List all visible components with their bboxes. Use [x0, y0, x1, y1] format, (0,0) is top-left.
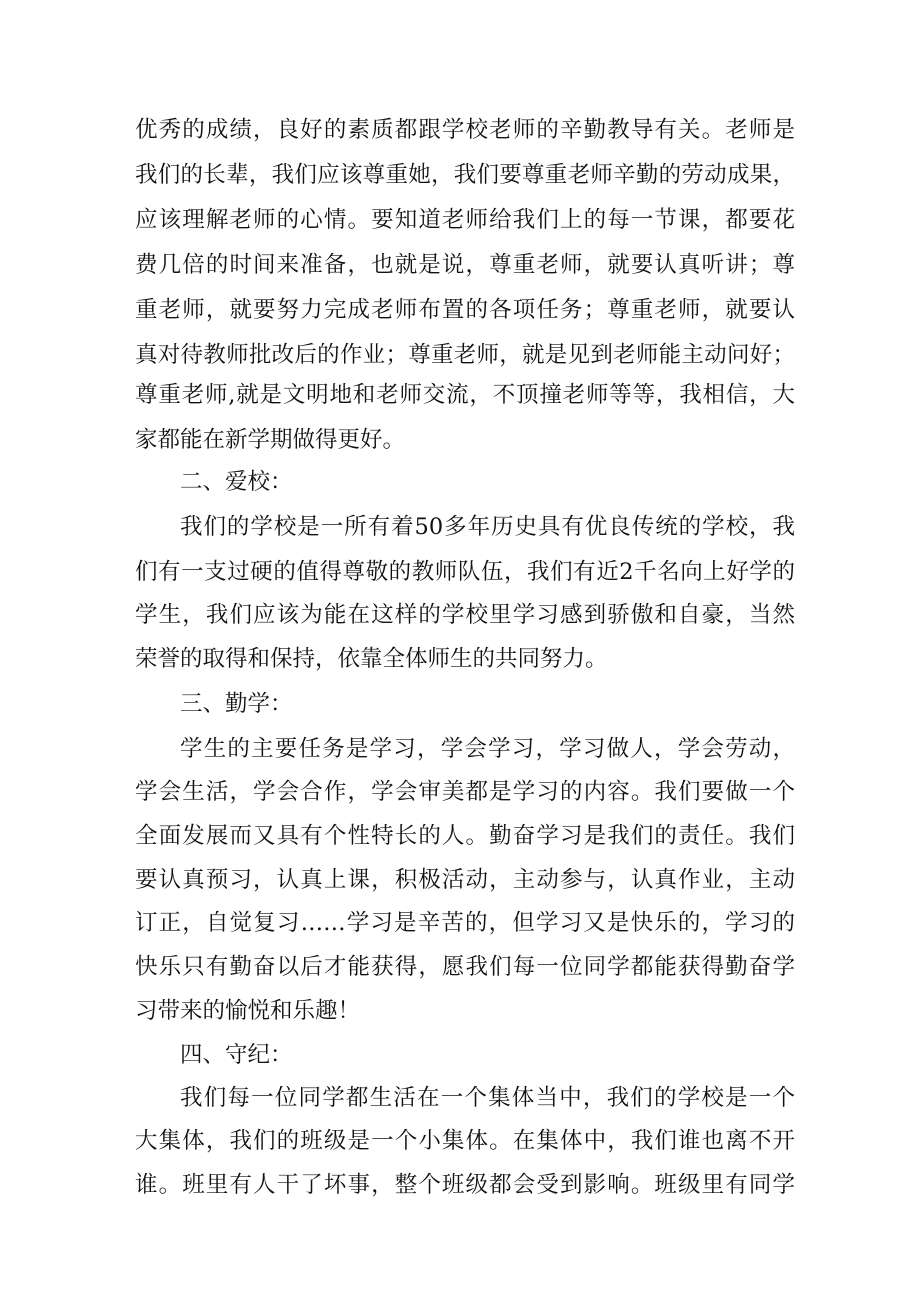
paragraph-1-line-1: 优秀的成绩，良好的素质都跟学校老师的辛勤教导有关。老师是	[135, 117, 795, 143]
section-4-line-3: 谁。班里有人干了坏事，整个班级都会受到影响。班级里有同学	[135, 1172, 795, 1198]
section-2-line-3: 学生，我们应该为能在这样的学校里学习感到骄傲和自豪，当然	[135, 602, 795, 628]
paragraph-1-line-5: 重老师，就要努力完成老师布置的各项任务；尊重老师，就要认	[135, 297, 795, 323]
section-2-line-4: 荣誉的取得和保持，依靠全体师生的共同努力。	[135, 646, 608, 672]
paragraph-1-line-8: 家都能在新学期做得更好。	[135, 427, 406, 453]
section-3-line-6: 快乐只有勤奋以后才能获得，愿我们每一位同学都能获得勤奋学	[135, 954, 795, 980]
paragraph-1-line-7: 尊重老师,就是文明地和老师交流，不顶撞老师等等，我相信，大	[135, 382, 795, 408]
section-3-line-2: 学会生活，学会合作，学会审美都是学习的内容。我们要做一个	[135, 779, 795, 805]
section-4-heading: 四、守纪：	[180, 1042, 293, 1068]
section-2-line-1: 我们的学校是一所有着50多年历史具有优良传统的学校，我	[180, 514, 795, 540]
section-3-line-3: 全面发展而又具有个性特长的人。勤奋学习是我们的责任。我们	[135, 823, 795, 849]
section-2-heading: 二、爱校：	[180, 469, 293, 495]
section-3-heading: 三、勤学：	[180, 691, 293, 717]
section-4-line-2: 大集体，我们的班级是一个小集体。在集体中，我们谁也离不开	[135, 1128, 795, 1154]
section-3-line-4: 要认真预习，认真上课，积极活动，主动参与，认真作业，主动	[135, 867, 795, 893]
section-3-line-5: 订正，自觉复习……学习是辛苦的，但学习又是快乐的，学习的	[135, 910, 795, 936]
section-2-line-2: 们有一支过硬的值得尊敬的教师队伍，我们有近2千名向上好学的	[135, 559, 795, 585]
section-3-line-7: 习带来的愉悦和乐趣！	[135, 998, 361, 1024]
paragraph-1-line-6: 真对待教师批改后的作业；尊重老师，就是见到老师能主动问好；	[135, 342, 795, 368]
paragraph-1-line-3: 应该理解老师的心情。要知道老师给我们上的每一节课，都要花	[135, 207, 795, 233]
section-3-line-1: 学生的主要任务是学习，学会学习，学习做人，学会劳动，	[180, 736, 795, 762]
paragraph-1-line-2: 我们的长辈，我们应该尊重她，我们要尊重老师辛勤的劳动成果，	[135, 162, 795, 188]
section-4-line-1: 我们每一位同学都生活在一个集体当中，我们的学校是一个	[180, 1085, 795, 1111]
paragraph-1-line-4: 费几倍的时间来准备，也就是说，尊重老师，就要认真听讲；尊	[135, 252, 795, 278]
